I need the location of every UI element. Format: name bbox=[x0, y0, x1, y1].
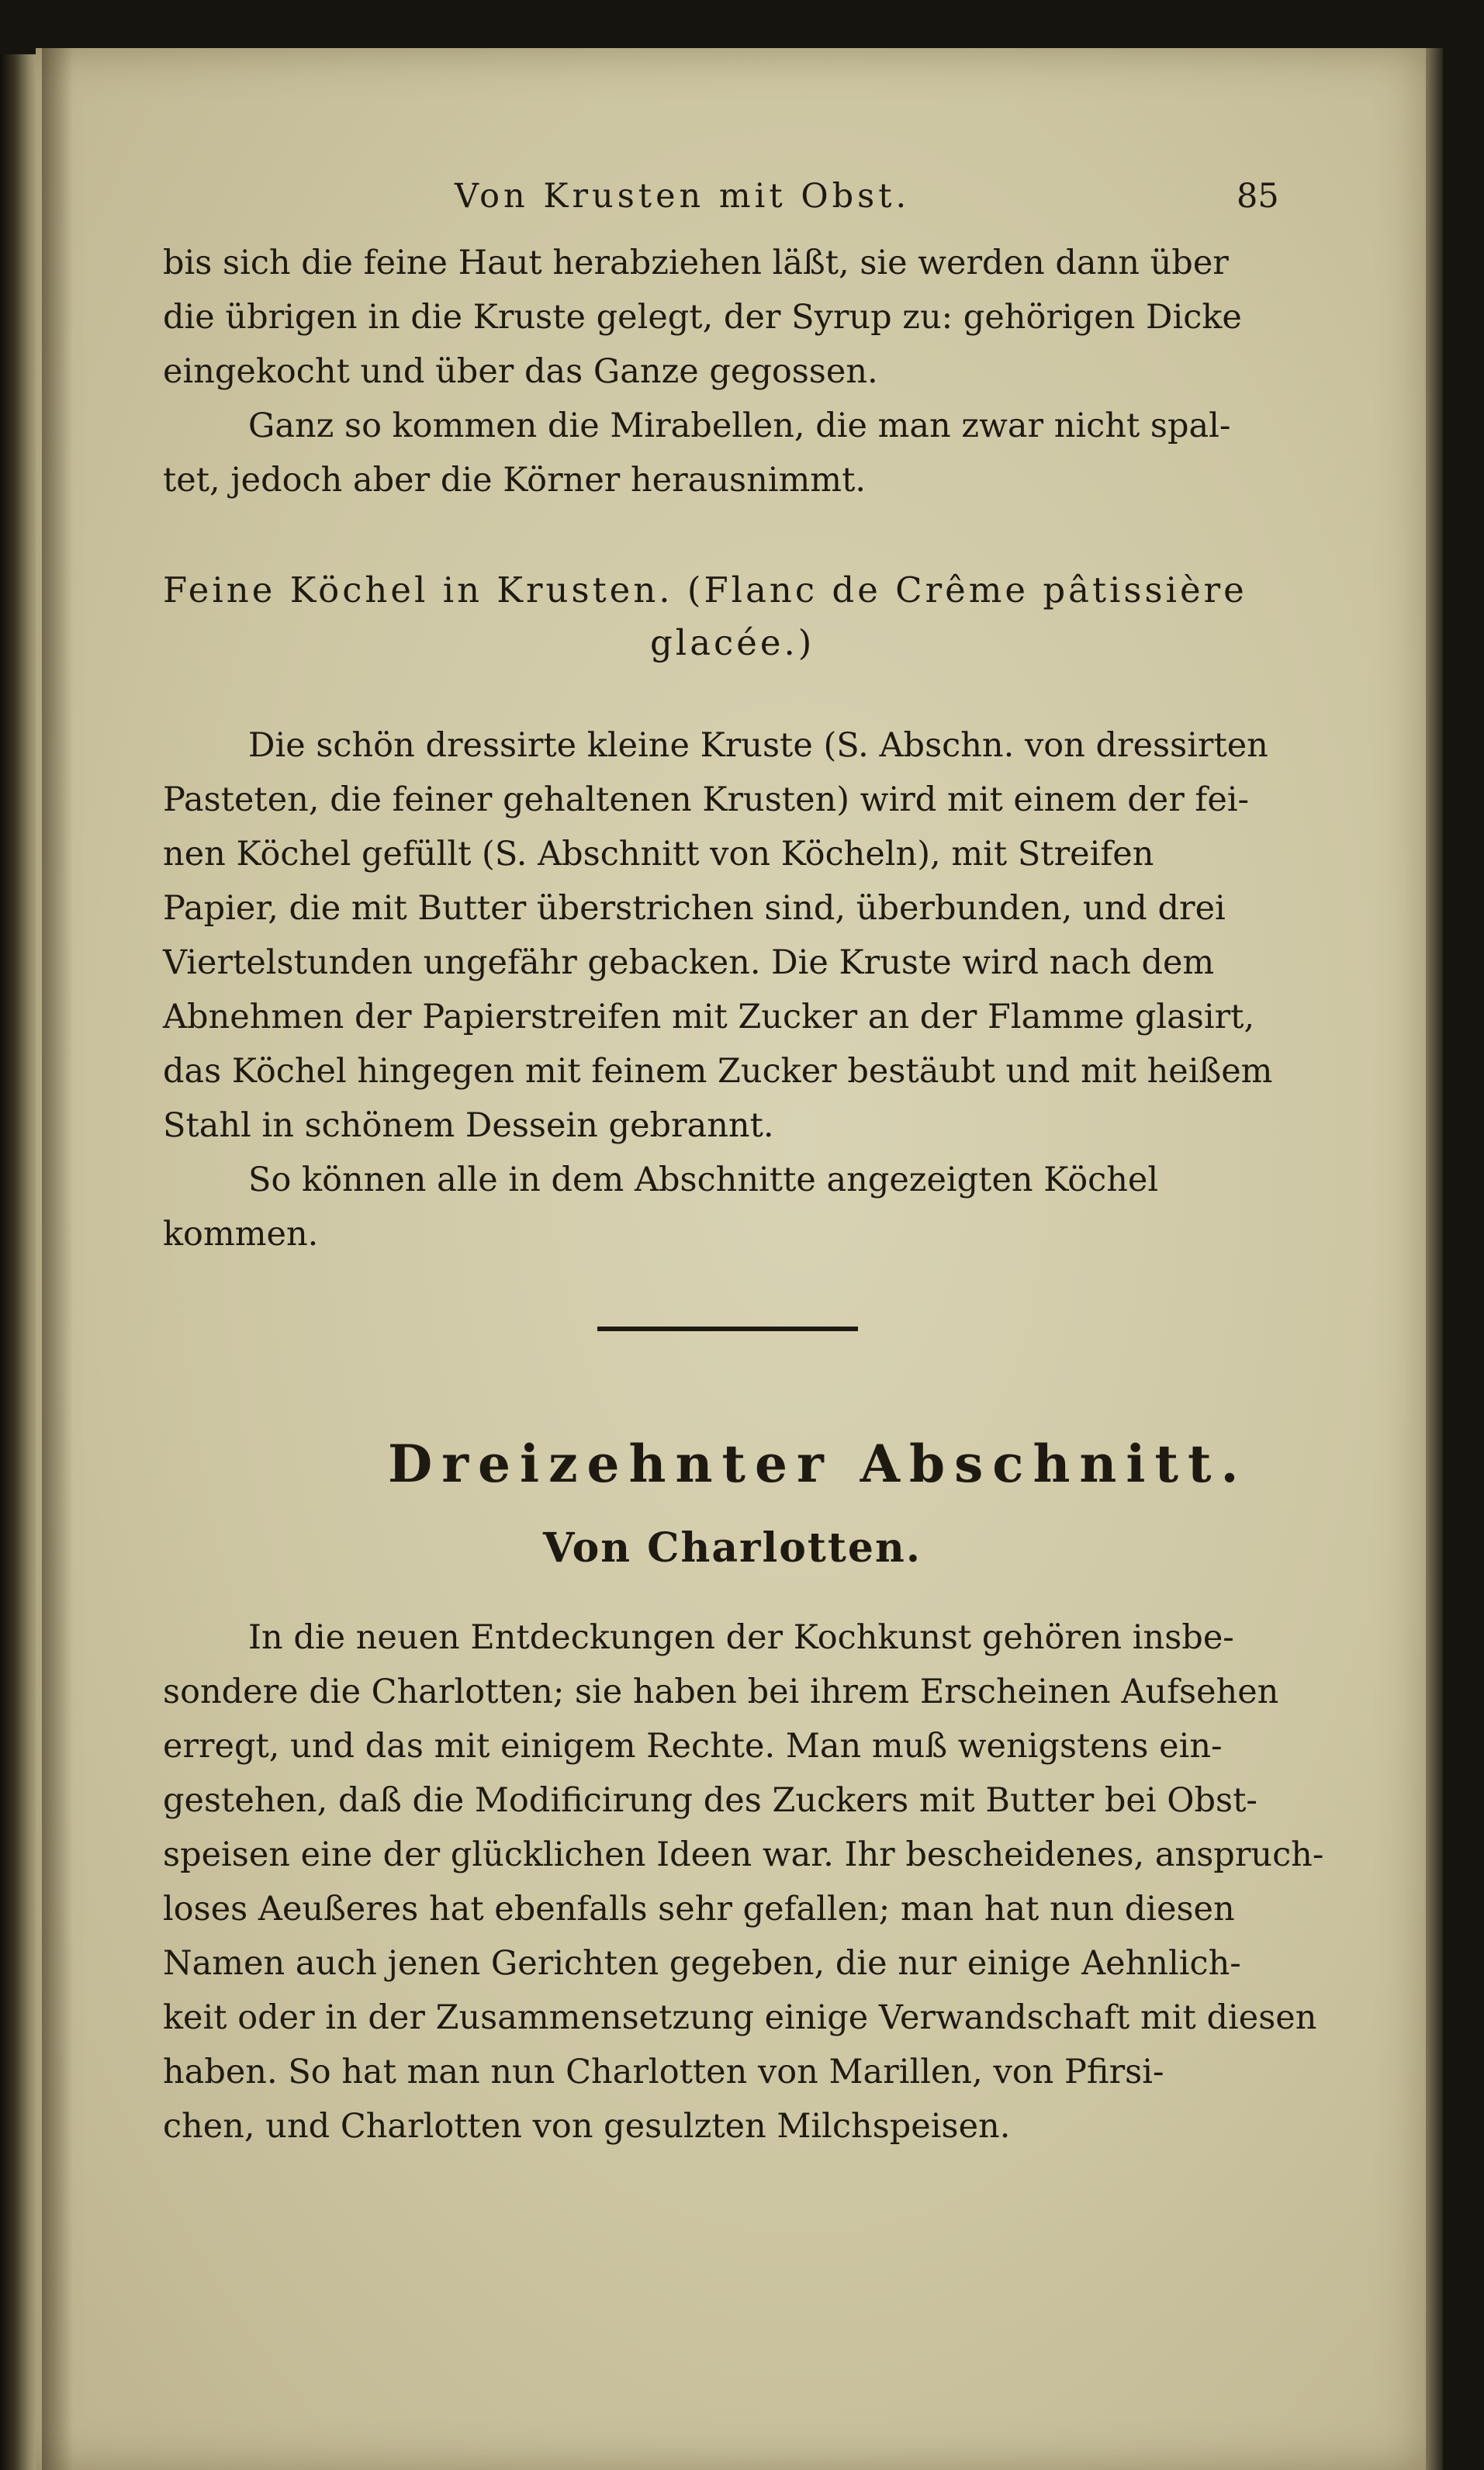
recipe-title-line: glacée.) bbox=[650, 622, 815, 663]
text-line: In die neuen Entdeckungen der Kochkunst gehören insbe- bbox=[248, 1618, 1234, 1657]
text-line: sondere die Charlotten; sie haben bei ihrem Erscheinen Aufsehen bbox=[163, 1673, 1279, 1711]
gutter-shadow bbox=[42, 48, 73, 2470]
text-line: loses Aeußeres hat ebenfalls sehr gefallen; man hat nun diesen bbox=[163, 1890, 1235, 1929]
section-divider bbox=[597, 1327, 858, 1331]
text-line: Stahl in schönem Dessein gebrannt. bbox=[163, 1106, 774, 1145]
text-line: So können alle in dem Abschnitte angezeigten Köchel bbox=[248, 1161, 1159, 1199]
running-head: Von Krusten mit Obst. bbox=[455, 177, 911, 216]
text-line: bis sich die feine Haut herabziehen läßt, sie werden dann über bbox=[163, 244, 1229, 282]
text-line: Abnehmen der Papierstreifen mit Zucker an der Flamme glasirt, bbox=[163, 998, 1255, 1036]
text-line: Pasteten, die feiner gehaltenen Krusten) wird mit einem der fei- bbox=[163, 780, 1250, 819]
text-line: gestehen, daß die Modificirung des Zuckers mit Butter bei Obst- bbox=[163, 1781, 1257, 1820]
text-line: Die schön dressirte kleine Kruste (S. Abschn. von dressirten bbox=[248, 726, 1268, 765]
recipe-title-line: Feine Köchel in Krusten. (Flanc de Crême pâtissière bbox=[163, 569, 1247, 611]
chapter-subtitle: Von Charlotten. bbox=[543, 1524, 922, 1572]
text-line: tet, jedoch aber die Körner herausnimmt. bbox=[163, 461, 867, 500]
text-line: nen Köchel gefüllt (S. Abschnitt von Köcheln), mit Streifen bbox=[163, 835, 1154, 873]
text-line: keit oder in der Zusammensetzung einige Verwandschaft mit diesen bbox=[163, 1998, 1317, 2037]
page-edge bbox=[1426, 48, 1443, 2470]
text-line: haben. So hat man nun Charlotten von Marillen, von Pfirsi- bbox=[163, 2053, 1164, 2091]
chapter-title: Dreizehnter Abschnitt. bbox=[388, 1434, 1248, 1494]
text-line: eingekocht und über das Ganze gegossen. bbox=[163, 352, 878, 391]
text-line: erregt, und das mit einigem Rechte. Man muß wenigstens ein- bbox=[163, 1727, 1223, 1766]
text-line: Viertelstunden ungefähr gebacken. Die Kruste wird nach dem bbox=[163, 943, 1215, 982]
text-line: chen, und Charlotten von gesulzten Milchspeisen. bbox=[163, 2107, 1011, 2146]
text-line: Papier, die mit Butter überstrichen sind, überbunden, und drei bbox=[163, 889, 1226, 928]
text-line: kommen. bbox=[163, 1215, 319, 1254]
text-line: speisen eine der glücklichen Ideen war. Ihr bescheidenes, anspruch- bbox=[163, 1835, 1324, 1874]
page-number: 85 bbox=[1237, 177, 1279, 216]
text-line: die übrigen in die Kruste gelegt, der Syrup zu: gehörigen Dicke bbox=[163, 298, 1242, 337]
text-line: das Köchel hingegen mit feinem Zucker bestäubt und mit heißem bbox=[163, 1052, 1273, 1091]
text-line: Ganz so kommen die Mirabellen, die man zwar nicht spal- bbox=[248, 406, 1231, 445]
text-line: Namen auch jenen Gerichten gegeben, die nur einige Aehnlich- bbox=[163, 1944, 1241, 1983]
